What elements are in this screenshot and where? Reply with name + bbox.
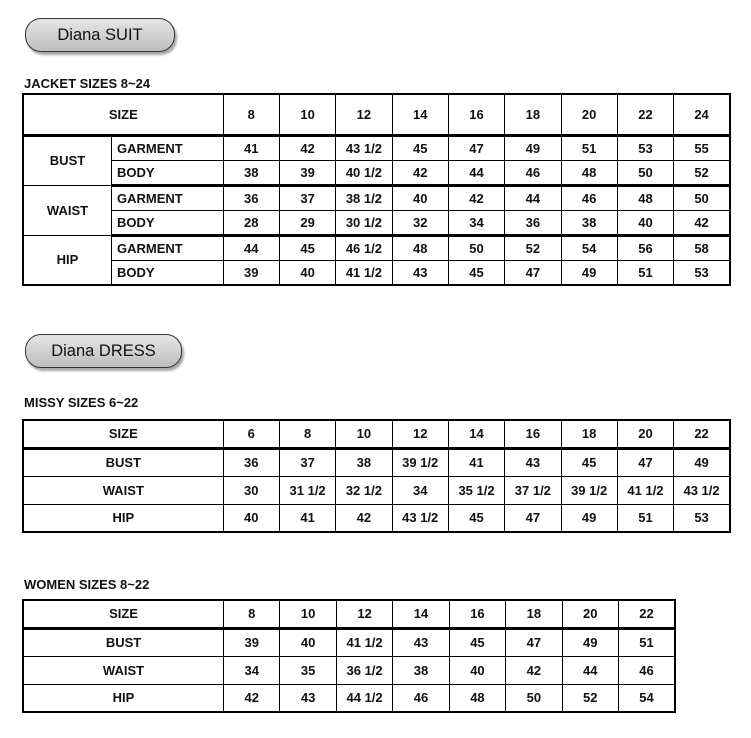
measurement-cell: 34 xyxy=(392,476,448,504)
size-header: SIZE xyxy=(23,600,224,628)
measurement-cell: 37 xyxy=(279,185,335,210)
size-column-header: 14 xyxy=(393,600,449,628)
size-column-header: 22 xyxy=(617,94,673,135)
measurement-cell: 40 xyxy=(280,628,336,656)
measurement-cell: 45 xyxy=(392,135,448,160)
measurement-cell: 40 1/2 xyxy=(336,160,392,185)
measurement-cell: 35 1/2 xyxy=(448,476,504,504)
measurement-cell: 48 xyxy=(561,160,617,185)
table-row xyxy=(23,504,730,532)
measurement-cell: 41 1/2 xyxy=(336,628,392,656)
size-column-header: 22 xyxy=(618,600,675,628)
size-column-header: 8 xyxy=(279,420,335,448)
size-column-header: 10 xyxy=(336,420,392,448)
measurement-cell: 41 1/2 xyxy=(336,260,392,285)
measurement-cell: 50 xyxy=(506,684,562,712)
measurement-cell: 41 xyxy=(448,448,504,476)
header-row xyxy=(23,94,730,135)
measurement-cell: 43 xyxy=(393,628,449,656)
table-row xyxy=(23,235,730,260)
size-column-header: 22 xyxy=(674,420,730,448)
row-type-label: GARMENT xyxy=(112,135,224,160)
measurement-cell: 44 xyxy=(448,160,504,185)
table-row xyxy=(23,628,675,656)
measurement-cell: 41 xyxy=(279,504,335,532)
measurement-cell: 36 xyxy=(505,210,561,235)
size-header: SIZE xyxy=(23,420,223,448)
measurement-cell: 42 xyxy=(392,160,448,185)
measurement-cell: 38 1/2 xyxy=(336,185,392,210)
measurement-group-label: BUST xyxy=(23,135,112,185)
dress-title-badge: Diana DRESS xyxy=(25,334,182,368)
row-type-label: BODY xyxy=(112,160,224,185)
measurement-cell: 43 1/2 xyxy=(392,504,448,532)
measurement-label: BUST xyxy=(23,628,224,656)
measurement-group-label: WAIST xyxy=(23,185,112,235)
measurement-cell: 39 1/2 xyxy=(392,448,448,476)
measurement-cell: 39 xyxy=(224,628,280,656)
measurement-label: WAIST xyxy=(23,656,224,684)
measurement-cell: 34 xyxy=(448,210,504,235)
measurement-cell: 52 xyxy=(505,235,561,260)
measurement-cell: 42 xyxy=(224,684,280,712)
measurement-cell: 32 xyxy=(392,210,448,235)
measurement-cell: 37 1/2 xyxy=(505,476,561,504)
size-column-header: 24 xyxy=(674,94,730,135)
measurement-cell: 45 xyxy=(561,448,617,476)
measurement-cell: 45 xyxy=(449,628,505,656)
measurement-label: HIP xyxy=(23,504,223,532)
measurement-label: WAIST xyxy=(23,476,223,504)
measurement-label: HIP xyxy=(23,684,224,712)
measurement-cell: 49 xyxy=(674,448,730,476)
missy-size-table xyxy=(22,419,731,533)
size-column-header: 14 xyxy=(392,94,448,135)
table-row xyxy=(23,260,730,285)
measurement-cell: 45 xyxy=(279,235,335,260)
measurement-cell: 53 xyxy=(674,260,730,285)
measurement-cell: 37 xyxy=(279,448,335,476)
measurement-cell: 39 xyxy=(223,260,279,285)
measurement-cell: 38 xyxy=(336,448,392,476)
table-row xyxy=(23,160,730,185)
size-column-header: 16 xyxy=(448,94,504,135)
measurement-cell: 40 xyxy=(449,656,505,684)
size-column-header: 8 xyxy=(223,94,279,135)
size-column-header: 20 xyxy=(562,600,618,628)
measurement-cell: 47 xyxy=(448,135,504,160)
measurement-cell: 41 1/2 xyxy=(617,476,673,504)
measurement-cell: 28 xyxy=(223,210,279,235)
measurement-cell: 49 xyxy=(505,135,561,160)
measurement-cell: 51 xyxy=(561,135,617,160)
measurement-cell: 52 xyxy=(674,160,730,185)
measurement-cell: 42 xyxy=(279,135,335,160)
size-column-header: 12 xyxy=(392,420,448,448)
measurement-cell: 32 1/2 xyxy=(336,476,392,504)
row-type-label: GARMENT xyxy=(112,235,224,260)
measurement-cell: 46 xyxy=(393,684,449,712)
measurement-cell: 47 xyxy=(505,504,561,532)
measurement-cell: 43 xyxy=(392,260,448,285)
measurement-cell: 39 xyxy=(279,160,335,185)
measurement-cell: 39 1/2 xyxy=(561,476,617,504)
size-column-header: 10 xyxy=(279,94,335,135)
size-column-header: 20 xyxy=(561,94,617,135)
measurement-cell: 50 xyxy=(448,235,504,260)
size-column-header: 12 xyxy=(336,600,392,628)
measurement-label: BUST xyxy=(23,448,223,476)
measurement-cell: 44 xyxy=(223,235,279,260)
measurement-cell: 53 xyxy=(617,135,673,160)
size-column-header: 12 xyxy=(336,94,392,135)
jacket-section-label: JACKET SIZES 8~24 xyxy=(24,76,151,91)
size-column-header: 8 xyxy=(224,600,280,628)
jacket-size-table xyxy=(22,93,731,286)
measurement-cell: 36 xyxy=(223,185,279,210)
table-row xyxy=(23,656,675,684)
measurement-cell: 46 xyxy=(505,160,561,185)
measurement-cell: 48 xyxy=(617,185,673,210)
size-column-header: 18 xyxy=(506,600,562,628)
measurement-cell: 46 1/2 xyxy=(336,235,392,260)
measurement-cell: 44 xyxy=(562,656,618,684)
measurement-cell: 45 xyxy=(448,260,504,285)
table-row xyxy=(23,448,730,476)
header-row xyxy=(23,600,675,628)
women-section-label: WOMEN SIZES 8~22 xyxy=(24,577,150,592)
measurement-cell: 36 xyxy=(223,448,279,476)
measurement-cell: 43 1/2 xyxy=(674,476,730,504)
measurement-cell: 42 xyxy=(448,185,504,210)
size-column-header: 18 xyxy=(505,94,561,135)
measurement-group-label: HIP xyxy=(23,235,112,285)
measurement-cell: 56 xyxy=(617,235,673,260)
table-row xyxy=(23,210,730,235)
size-column-header: 6 xyxy=(223,420,279,448)
size-column-header: 18 xyxy=(561,420,617,448)
row-type-label: GARMENT xyxy=(112,185,224,210)
table-row xyxy=(23,185,730,210)
measurement-cell: 29 xyxy=(279,210,335,235)
measurement-cell: 54 xyxy=(618,684,675,712)
measurement-cell: 38 xyxy=(393,656,449,684)
measurement-cell: 46 xyxy=(561,185,617,210)
measurement-cell: 54 xyxy=(561,235,617,260)
size-column-header: 14 xyxy=(448,420,504,448)
measurement-cell: 51 xyxy=(618,628,675,656)
measurement-cell: 50 xyxy=(674,185,730,210)
measurement-cell: 41 xyxy=(223,135,279,160)
measurement-cell: 43 1/2 xyxy=(336,135,392,160)
measurement-cell: 38 xyxy=(223,160,279,185)
measurement-cell: 58 xyxy=(674,235,730,260)
measurement-cell: 50 xyxy=(617,160,673,185)
measurement-cell: 30 xyxy=(223,476,279,504)
suit-title-badge: Diana SUIT xyxy=(25,18,175,52)
measurement-cell: 49 xyxy=(561,504,617,532)
size-column-header: 10 xyxy=(280,600,336,628)
measurement-cell: 49 xyxy=(562,628,618,656)
measurement-cell: 42 xyxy=(674,210,730,235)
size-column-header: 16 xyxy=(449,600,505,628)
measurement-cell: 34 xyxy=(224,656,280,684)
size-header: SIZE xyxy=(23,94,223,135)
measurement-cell: 48 xyxy=(392,235,448,260)
measurement-cell: 40 xyxy=(392,185,448,210)
measurement-cell: 42 xyxy=(506,656,562,684)
measurement-cell: 38 xyxy=(561,210,617,235)
measurement-cell: 45 xyxy=(448,504,504,532)
measurement-cell: 51 xyxy=(617,504,673,532)
measurement-cell: 43 xyxy=(505,448,561,476)
measurement-cell: 52 xyxy=(562,684,618,712)
measurement-cell: 42 xyxy=(336,504,392,532)
missy-section-label: MISSY SIZES 6~22 xyxy=(24,395,139,410)
measurement-cell: 47 xyxy=(506,628,562,656)
table-row xyxy=(23,684,675,712)
measurement-cell: 40 xyxy=(279,260,335,285)
size-column-header: 20 xyxy=(617,420,673,448)
row-type-label: BODY xyxy=(112,260,224,285)
measurement-cell: 47 xyxy=(505,260,561,285)
measurement-cell: 40 xyxy=(223,504,279,532)
measurement-cell: 47 xyxy=(617,448,673,476)
measurement-cell: 44 1/2 xyxy=(336,684,392,712)
measurement-cell: 55 xyxy=(674,135,730,160)
women-size-table xyxy=(22,599,676,713)
measurement-cell: 49 xyxy=(561,260,617,285)
measurement-cell: 51 xyxy=(617,260,673,285)
measurement-cell: 35 xyxy=(280,656,336,684)
measurement-cell: 46 xyxy=(618,656,675,684)
measurement-cell: 53 xyxy=(674,504,730,532)
measurement-cell: 40 xyxy=(617,210,673,235)
header-row xyxy=(23,420,730,448)
measurement-cell: 36 1/2 xyxy=(336,656,392,684)
measurement-cell: 43 xyxy=(280,684,336,712)
row-type-label: BODY xyxy=(112,210,224,235)
table-row xyxy=(23,476,730,504)
measurement-cell: 48 xyxy=(449,684,505,712)
table-row xyxy=(23,135,730,160)
size-column-header: 16 xyxy=(505,420,561,448)
measurement-cell: 31 1/2 xyxy=(279,476,335,504)
measurement-cell: 30 1/2 xyxy=(336,210,392,235)
measurement-cell: 44 xyxy=(505,185,561,210)
